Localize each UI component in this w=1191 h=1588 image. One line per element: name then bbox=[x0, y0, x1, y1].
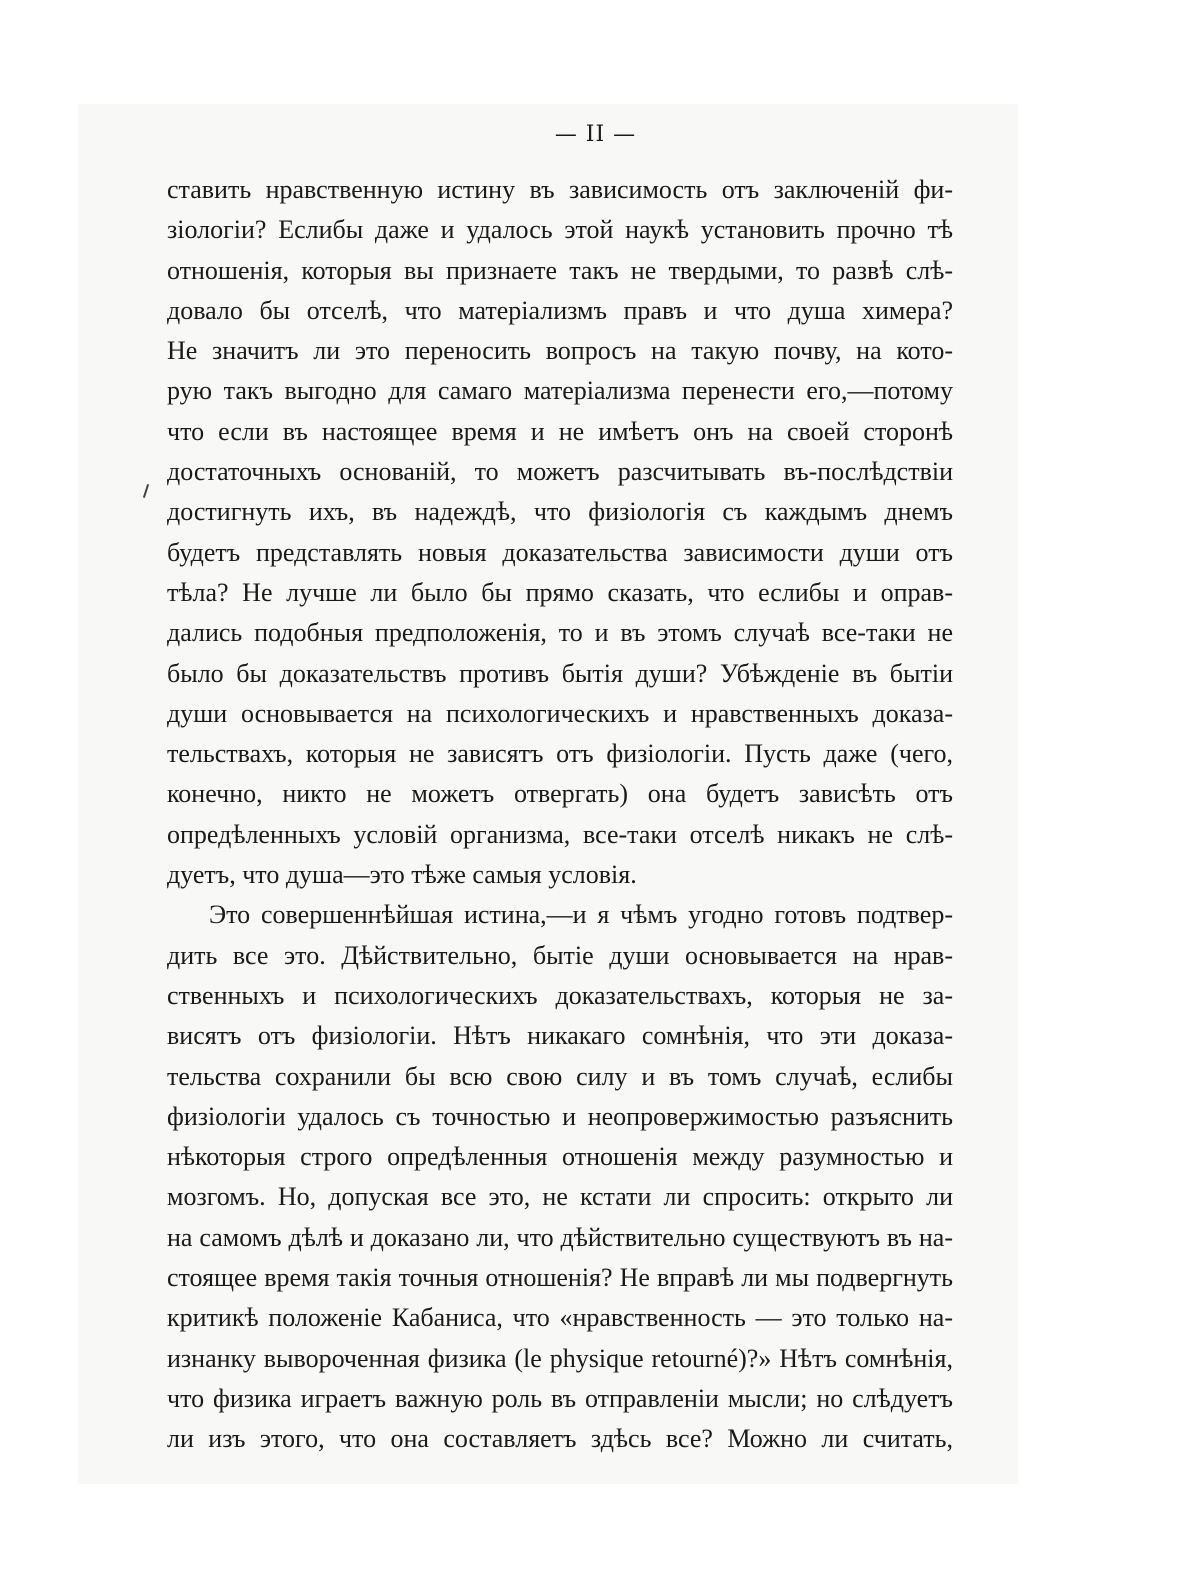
text-line: дить все это. Дѣйствительно, бытіе души основывается на нрав- bbox=[167, 940, 953, 970]
text-line: Это совершеннѣйшая истина,—и я чѣмъ угодно готовъ подтвер- bbox=[209, 900, 953, 930]
text-line: ственныхъ и психологическихъ доказательствахъ, которыя не за- bbox=[167, 980, 953, 1010]
text-line: что физика играетъ важную роль въ отправленіи мысли; но слѣдуетъ bbox=[167, 1383, 953, 1413]
body-text bbox=[167, 170, 953, 1460]
text-line: висятъ отъ физіологіи. Нѣтъ никакаго сомнѣнія, что эти доказа- bbox=[167, 1021, 953, 1051]
text-line: рую такъ выгодно для самаго матеріализма перенести его,—потому bbox=[167, 376, 953, 406]
text-line: тѣла? Не лучше ли было бы прямо сказать, что еслибы и оправ- bbox=[167, 577, 953, 607]
text-line: дались подобныя предположенія, то и въ этомъ случаѣ все-таки не bbox=[167, 618, 953, 648]
page-number: — II — bbox=[554, 122, 637, 147]
paragraph-1 bbox=[167, 170, 953, 895]
text-line: физіологіи удалось съ точностью и неопровержимостью разъяснить bbox=[167, 1101, 953, 1131]
text-line: ли изъ этого, что она составляетъ здѣсь все? Можно ли считать, bbox=[167, 1424, 953, 1454]
text-line: достаточныхъ основаній, то можетъ разсчитывать въ-послѣдствіи bbox=[167, 457, 953, 487]
text-line: нѣкоторыя строго опредѣленныя отношенія между разумностью и bbox=[167, 1142, 953, 1172]
text-line: было бы доказательствъ противъ бытія души? Убѣжденіе въ бытіи bbox=[167, 658, 953, 688]
paragraph-2 bbox=[167, 895, 953, 1459]
text-line: опредѣленныхъ условій организма, все-таки отселѣ никакъ не слѣ- bbox=[167, 819, 953, 849]
text-line: что если въ настоящее время и не имѣетъ онъ на своей сторонѣ bbox=[167, 416, 953, 446]
text-line: отношенія, которыя вы признаете такъ не твердыми, то развѣ слѣ- bbox=[167, 255, 953, 285]
text-line: на самомъ дѣлѣ и доказано ли, что дѣйствительно существуютъ въ на- bbox=[167, 1222, 953, 1252]
text-line: тельства сохранили бы всю свою силу и въ томъ случаѣ, еслибы bbox=[167, 1061, 953, 1091]
text-line: стоящее время такія точныя отношенія? Не вправѣ ли мы подвергнуть bbox=[167, 1263, 953, 1293]
text-line: души основывается на психологическихъ и нравственныхъ доказа- bbox=[167, 698, 953, 728]
text-line: ставить нравственную истину въ зависимость отъ заключеній фи- bbox=[167, 175, 953, 204]
text-line: будетъ представлять новыя доказательства зависимости души отъ bbox=[167, 537, 953, 567]
text-line: мозгомъ. Но, допуская все это, не кстати ли спросить: открыто ли bbox=[167, 1182, 953, 1212]
text-line: Не значитъ ли это переносить вопросъ на такую почву, на кото- bbox=[167, 336, 953, 366]
text-line: достигнуть ихъ, въ надеждѣ, что физіологія съ каждымъ днемъ bbox=[167, 497, 953, 527]
text-line: конечно, никто не можетъ отвергать) она будетъ зависѣть отъ bbox=[167, 779, 953, 809]
text-line: довало бы отселѣ, что матеріализмъ правъ и что душа химера? bbox=[167, 295, 953, 325]
text-line: зіологіи? Еслибы даже и удалось этой наукѣ установить прочно тѣ bbox=[167, 215, 953, 245]
text-line: изнанку вывороченная физика (le physique retourné)?» Нѣтъ сомнѣнія, bbox=[167, 1343, 953, 1373]
text-line: критикѣ положеніе Кабаниса, что «нравственность — это только на- bbox=[167, 1303, 953, 1333]
text-line: тельствахъ, которыя не зависятъ отъ физіологіи. Пусть даже (чего, bbox=[167, 739, 953, 769]
text-line: дуетъ, что душа—это тѣже самыя условія. bbox=[167, 860, 637, 890]
